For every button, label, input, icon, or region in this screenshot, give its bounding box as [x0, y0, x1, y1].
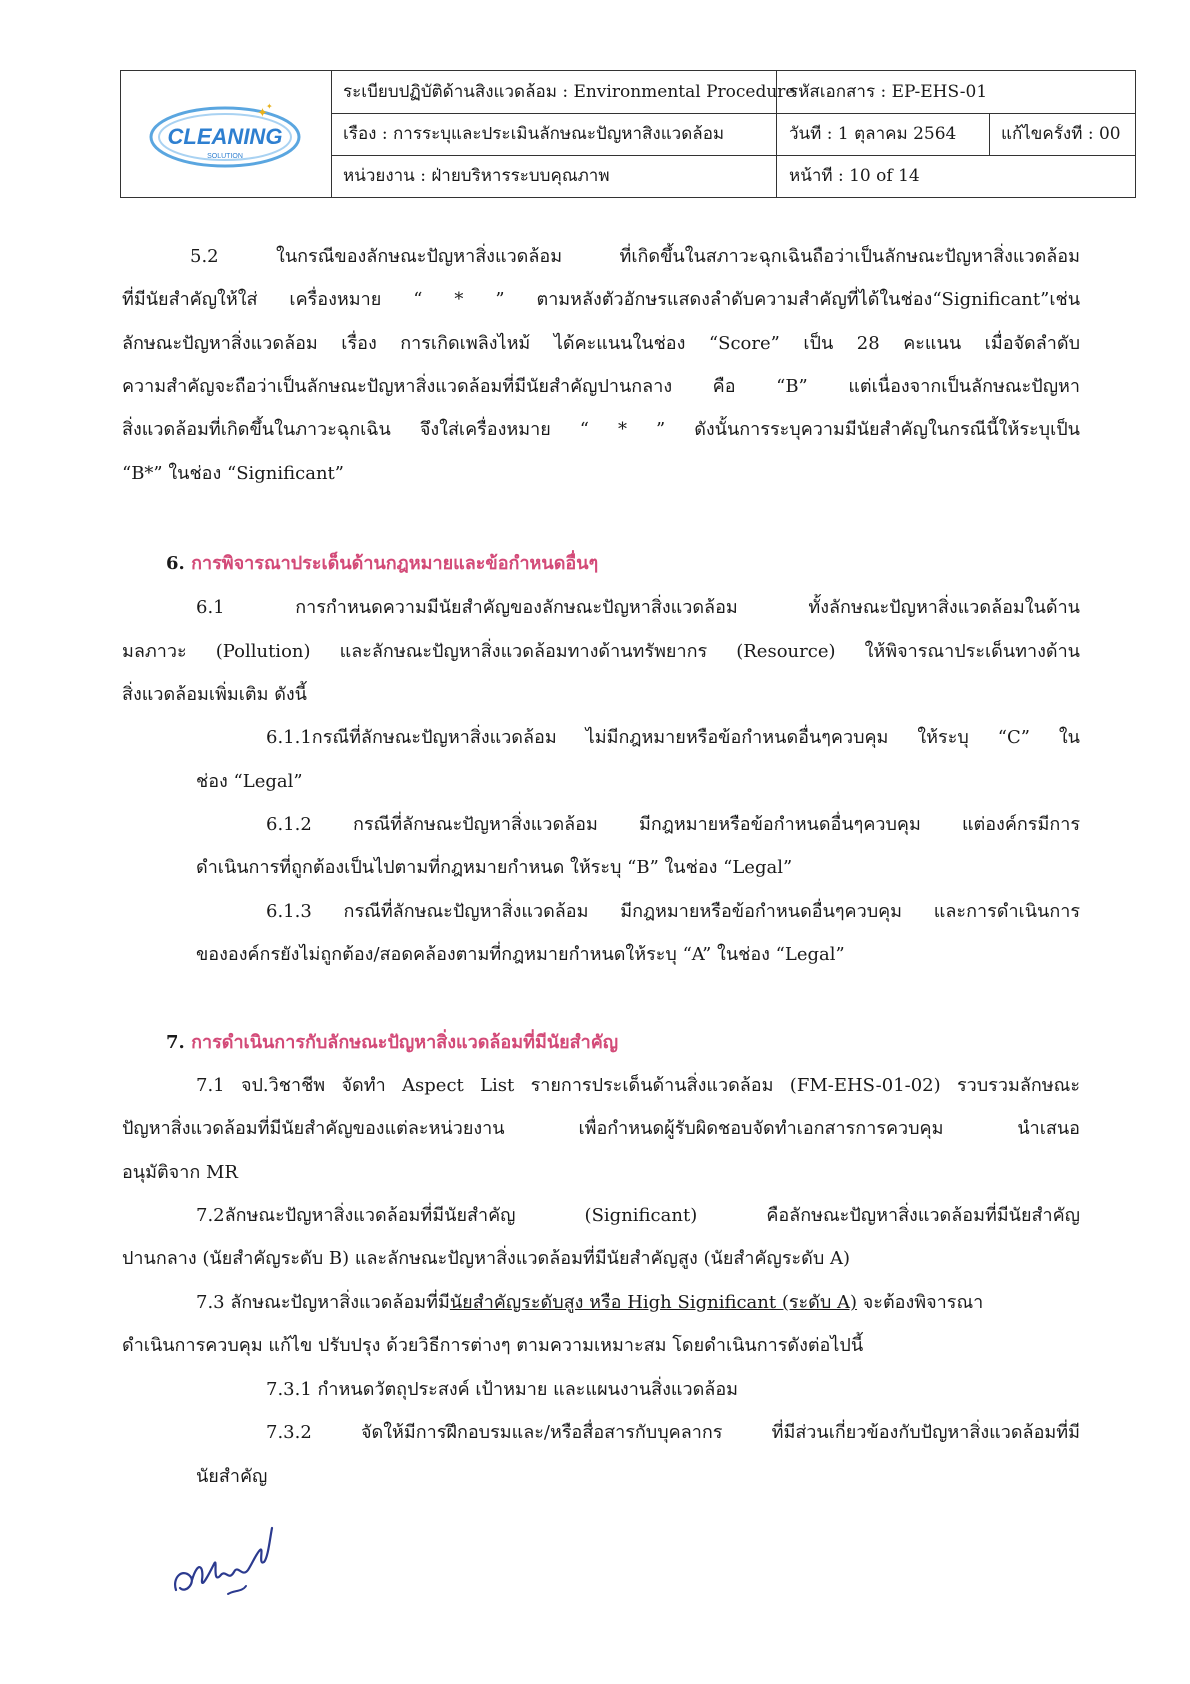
paragraph-line: ปานกลาง (นัยสำคัญระดับ B) และลักษณะปัญหาสิ่งแวดล้อมที่มีนัยสำคัญสูง (นัยสำคัญระดับ A)	[122, 1248, 851, 1269]
sparkle-icon: ✦	[266, 102, 273, 111]
paragraph-line: 6.1.1กรณีที่ลักษณะปัญหาสิ่งแวดล้อม ไม่มีกฎหมายหรือข้อกำหนดอื่นๆควบคุม ให้ระบุ “C” ใน	[266, 727, 1080, 748]
issue-date: วันที่ : 1 ตุลาคม 2564	[789, 124, 957, 144]
handwritten-signature	[168, 1520, 280, 1606]
header-divider	[331, 155, 1135, 156]
paragraph-line: ที่มีนัยสำคัญให้ใส่ เครื่องหมาย “ * ” ตามหลังตัวอักษรแสดงลำดับความสำคัญที่ได้ในช่อง“Significant”เช่น	[122, 289, 1080, 310]
document-code: รหัสเอกสาร : EP-EHS-01	[789, 82, 988, 102]
header-divider	[331, 113, 1135, 114]
section-number: 6.	[166, 553, 185, 574]
department: หน่วยงาน : ฝ่ายบริหารระบบคุณภาพ	[343, 166, 610, 186]
company-logo	[145, 95, 305, 175]
section-title: การดำเนินการกับลักษณะปัญหาสิ่งแวดล้อมที่มีนัยสำคัญ	[191, 1032, 619, 1053]
paragraph-line: สิ่งแวดล้อมเพิ่มเติม ดังนี้	[122, 684, 307, 705]
paragraph-line: 5.2 ในกรณีของลักษณะปัญหาสิ่งแวดล้อม ที่เกิดขึ้นในสภาวะฉุกเฉินถือว่าเป็นลักษณะปัญหาสิ่งแวดล้อม	[190, 246, 1080, 267]
text-run: 7.3 ลักษณะปัญหาสิ่งแวดล้อมที่มี	[196, 1292, 450, 1313]
section-title: การพิจารณาประเด็นด้านกฎหมายและข้อกำหนดอื่นๆ	[191, 553, 599, 574]
logo-text: CLEANING	[167, 124, 283, 149]
paragraph-line: “B*” ในช่อง “Significant”	[122, 463, 344, 484]
section-heading	[166, 552, 598, 576]
document-header	[120, 70, 1136, 198]
paragraph-line: 7.2ลักษณะปัญหาสิ่งแวดล้อมที่มีนัยสำคัญ (Significant) คือลักษณะปัญหาสิ่งแวดล้อมที่มีนัยสำคัญ	[196, 1205, 1080, 1226]
paragraph-line	[196, 1291, 983, 1315]
paragraph-line: มลภาวะ (Pollution) และลักษณะปัญหาสิ่งแวดล้อมทางด้านทรัพยากร (Resource) ให้พิจารณาประเด็นทางด้าน	[122, 641, 1080, 662]
paragraph-line: อนุมัติจาก MR	[122, 1162, 238, 1183]
paragraph-line: ดำเนินการควบคุม แก้ไข ปรับปรุง ด้วยวิธีการต่างๆ ตามความเหมาะสม โดยดำเนินการดังต่อไปนี้	[122, 1335, 864, 1356]
paragraph-line: ช่อง “Legal”	[196, 771, 303, 792]
paragraph-line: 6.1.2 กรณีที่ลักษณะปัญหาสิ่งแวดล้อม มีกฎหมายหรือข้อกำหนดอื่นๆควบคุม แต่องค์กรมีการ	[266, 814, 1080, 835]
paragraph-line: 7.3.2 จัดให้มีการฝึกอบรมและ/หรือสื่อสารกับบุคลากร ที่มีส่วนเกี่ยวข้องกับปัญหาสิ่งแวดล้อมที่มี	[266, 1422, 1080, 1443]
header-divider	[989, 113, 990, 155]
logo-subtext: SOLUTION	[207, 153, 243, 160]
paragraph-line: ดำเนินการที่ถูกต้องเป็นไปตามที่กฎหมายกำหนด ให้ระบุ “B” ในช่อง “Legal”	[196, 857, 793, 878]
paragraph-line: 6.1.3 กรณีที่ลักษณะปัญหาสิ่งแวดล้อม มีกฎหมายหรือข้อกำหนดอื่นๆควบคุม และการดำเนินการ	[266, 901, 1080, 922]
paragraph-line: ขององค์กรยังไม่ถูกต้อง/สอดคล้องตามที่กฎหมายกำหนดให้ระบุ “A” ในช่อง “Legal”	[196, 944, 845, 965]
revision-number: แก้ไขครั้งที่ : 00	[1001, 124, 1121, 144]
document-subject: เรื่อง : การระบุและประเมินลักษณะปัญหาสิ่งแวดล้อม	[343, 124, 725, 144]
text-run: จะต้องพิจารณา	[857, 1292, 984, 1313]
paragraph-line: ลักษณะปัญหาสิ่งแวดล้อม เรื่อง การเกิดเพลิงไหม้ ได้คะแนนในช่อง “Score” เป็น 28 คะแนน เมื่อจัดลำดับ	[122, 333, 1080, 354]
header-divider	[331, 71, 332, 197]
paragraph-line: 6.1 การกำหนดความมีนัยสำคัญของลักษณะปัญหาสิ่งแวดล้อม ทั้งลักษณะปัญหาสิ่งแวดล้อมในด้าน	[196, 597, 1080, 618]
page-number: หน้าที่ : 10 of 14	[789, 166, 920, 186]
underlined-text: นัยสำคัญระดับสูง หรือ High Significant (ระดับ A)	[449, 1292, 858, 1313]
procedure-title: ระเบียบปฏิบัติด้านสิ่งแวดล้อม : Environmental Procedure	[343, 82, 796, 102]
paragraph-line: ปัญหาสิ่งแวดล้อมที่มีนัยสำคัญของแต่ละหน่วยงาน เพื่อกำหนดผู้รับผิดชอบจัดทำเอกสารการควบคุม นำเสนอ	[122, 1118, 1080, 1139]
paragraph-line: 7.1 จป.วิชาชีพ จัดทำ Aspect List รายการประเด็นด้านสิ่งแวดล้อม (FM-EHS-01-02) รวบรวมลักษณะ	[196, 1075, 1080, 1096]
sparkle-icon: ✦	[257, 106, 268, 121]
section-number: 7.	[166, 1032, 185, 1053]
paragraph-line: ความสำคัญจะถือว่าเป็นลักษณะปัญหาสิ่งแวดล้อมที่มีนัยสำคัญปานกลาง คือ “B” แต่เนื่องจากเป็นลักษณะปัญหา	[122, 376, 1080, 397]
paragraph-line: นัยสำคัญ	[196, 1466, 268, 1487]
paragraph-line: 7.3.1 กำหนดวัตถุประสงค์ เป้าหมาย และแผนงานสิ่งแวดล้อม	[266, 1379, 739, 1400]
paragraph-line: สิ่งแวดล้อมที่เกิดขึ้นในภาวะฉุกเฉิน จึงใส่เครื่องหมาย “ * ” ดังนั้นการระบุความมีนัยสำคัญในกรณีนี้ให้ระบุเป็น	[122, 419, 1080, 440]
section-heading	[166, 1031, 618, 1055]
